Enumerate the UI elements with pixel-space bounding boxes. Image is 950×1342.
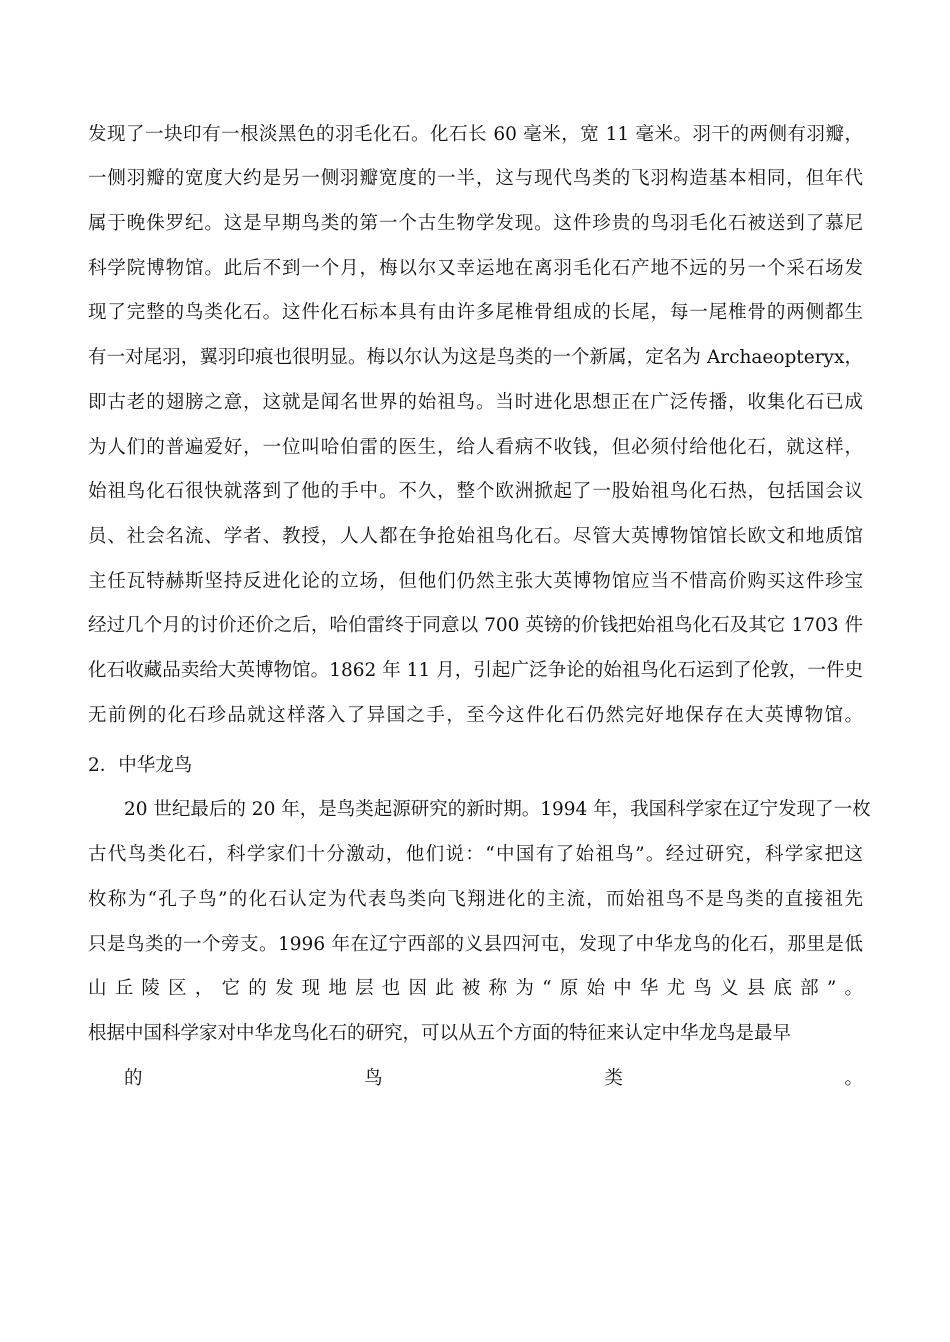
text-line: 2．中华龙鸟	[88, 755, 193, 776]
text-line: 有一对尾羽，翼羽印痕也很明显。梅以尔认为这是鸟类的一个新属，定名为 Archaeopteryx，	[88, 347, 863, 368]
text-line: 始祖鸟化石很快就落到了他的手中。不久，整个欧洲掀起了一股始祖鸟化石热，包括国会议	[88, 481, 863, 502]
text-line: 主任瓦特赫斯坚持反进化论的立场，但他们仍然主张大英博物馆应当不惜高价购买这件珍宝	[88, 571, 863, 592]
text-line: 科学院博物馆。此后不到一个月，梅以尔又幸运地在离羽毛化石产地不远的另一个采石场发	[88, 258, 863, 279]
text-line: 发现了一块印有一根淡黑色的羽毛化石。化石长 60 毫米，宽 11 毫米。羽干的两侧有羽瓣，	[88, 124, 863, 145]
text-line	[88, 1110, 863, 1138]
text-line: 经过几个月的讨价还价之后，哈伯雷终于同意以 700 英镑的价钱把始祖鸟化石及其它 1703 件	[88, 615, 863, 636]
text-line: 古代鸟类化石，科学家们十分激动，他们说：“中国有了始祖鸟”。经过研究，科学家把这	[88, 844, 863, 865]
text-line: 枚称为“孔子鸟”的化石认定为代表鸟类向飞翔进化的主流，而始祖鸟不是鸟类的直接祖先	[88, 889, 863, 910]
text-line: 员、社会名流、学者、教授，人人都在争抢始祖鸟化石。尽管大英博物馆馆长欧文和地质馆	[88, 526, 863, 547]
text-line: 为人们的普遍爱好，一位叫哈伯雷的医生，给人看病不收钱，但必须付给他化石，就这样，	[88, 437, 863, 458]
text-line: 根据中国科学家对中华龙鸟化石的研究，可以从五个方面的特征来认定中华龙鸟是最早	[88, 1023, 792, 1044]
text-line: 属于晚侏罗纪。这是早期鸟类的第一个古生物学发现。这件珍贵的鸟羽毛化石被送到了慕尼	[88, 213, 863, 234]
text-line: 化石收藏品卖给大英博物馆。1862 年 11 月，引起广泛争论的始祖鸟化石运到了伦敦，一件史	[88, 660, 863, 681]
text-line: 即古老的翅膀之意，这就是闻名世界的始祖鸟。当时进化思想正在广泛传播，收集化石已成	[88, 392, 863, 413]
text-line: 一侧羽瓣的宽度大约是另一侧羽瓣宽度的一半，这与现代鸟类的飞羽构造基本相同，但年代	[88, 168, 863, 189]
text-line: 无前例的化石珍品就这样落入了异国之手，至今这件化石仍然完好地保存在大英博物馆。	[88, 705, 863, 726]
section-heading: 20 世纪最后的 20 年，是鸟类起源研究的新时期。1994 年，我国科学家在辽宁发现了一枚	[124, 799, 871, 820]
text-line: 现了完整的鸟类化石。这件化石标本具有由许多尾椎骨组成的长尾，每一尾椎骨的两侧都生	[88, 302, 863, 323]
text-line: 只是鸟类的一个旁支。1996 年在辽宁西部的义县四河屯，发现了中华龙鸟的化石，那里是低	[88, 934, 863, 955]
text-line: 山丘陵区，它的发现地层也因此被称为“原始中华尤鸟义县底部”。	[88, 978, 863, 999]
text-line: 的鸟类。	[124, 1068, 863, 1089]
